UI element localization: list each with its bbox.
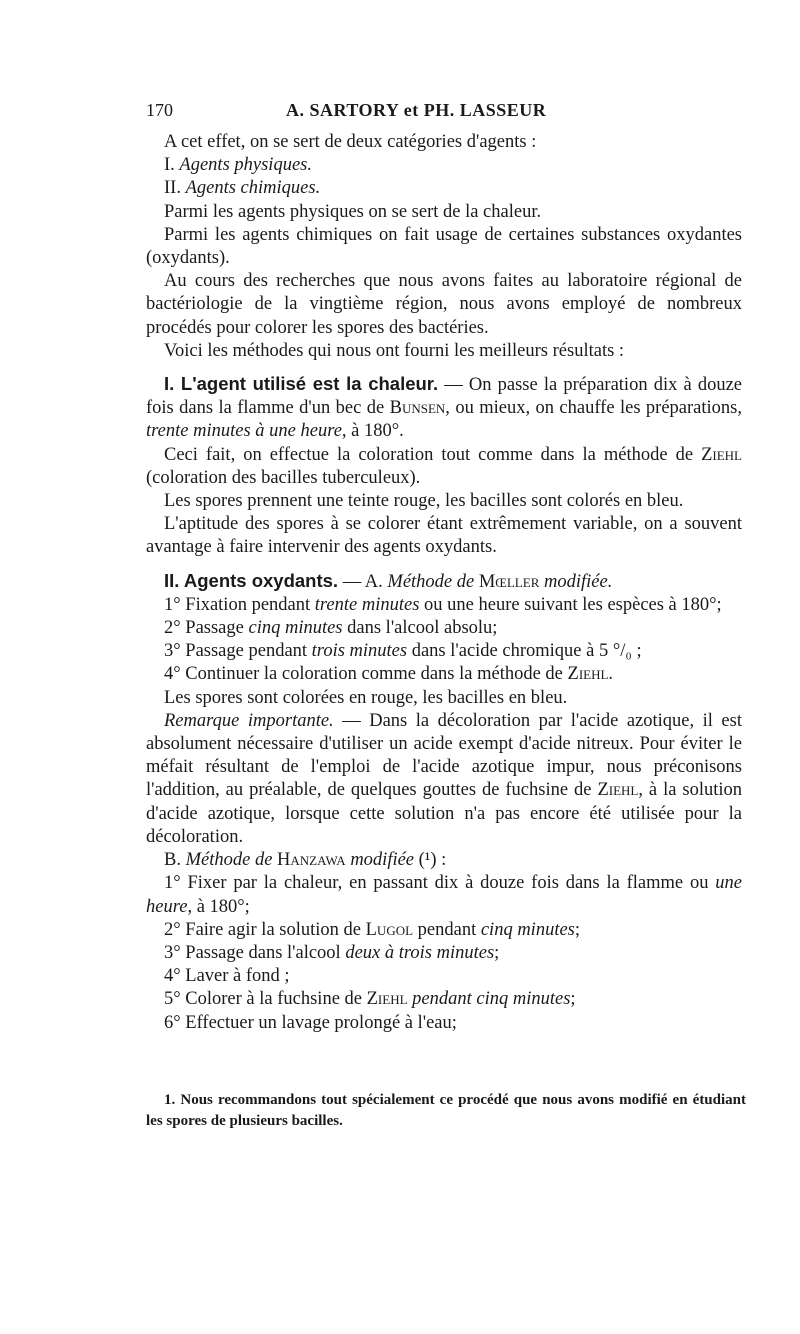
section-1-paragraph-4: L'aptitude des spores à se colorer étant extrêmement variable, on a souvent avantage à faire intervenir des agents oxydants. [146, 514, 742, 558]
section-2-heading: II. Agents oxydants. [164, 569, 339, 591]
footnote-reference: (¹) : [418, 850, 447, 871]
intro-paragraph-1: A cet effet, on se sert de deux catégories d'agents : [164, 132, 537, 152]
step-b-3: 3° Passage dans l'alcool deux à trois minutes; [164, 942, 500, 963]
step-a-1: 1° Fixation pendant trente minutes ou une heure suivant les espèces à 180°; [164, 594, 722, 615]
intro-paragraph-4: Au cours des recherches que nous avons faites au laboratoire régional de bactériologie de la vingtième région, nous avons employé de nombreux procédés pour colorer les spores des bactéries. [146, 271, 742, 338]
footnote [146, 1090, 746, 1132]
running-header [146, 100, 742, 124]
list-item-agents-chimiques: II. Agents chimiques. [164, 178, 321, 199]
step-a-3: 3° Passage pendant trois minutes dans l'acide chromique à 5 °/₀ ; [164, 641, 642, 662]
intro-paragraph-5: Voici les méthodes qui nous ont fourni les meilleurs résultats : [164, 340, 625, 361]
section-1-paragraph-2: Ceci fait, on effectue la coloration tout comme dans la méthode de Ziehl (coloration des bacilles tuberculeux). [146, 444, 742, 488]
intro-paragraph-3: Parmi les agents chimiques on fait usage de certaines substances oxydantes (oxydants). [146, 224, 742, 269]
footnote-text: 1. Nous recommandons tout spécialement ce procédé que nous avons modifié en étudiant les spores de plusieurs bacilles. [146, 1092, 746, 1129]
step-b-2: 2° Faire agir la solution de Lugol pendant cinq minutes; [164, 919, 581, 940]
running-title: A. SARTORY et PH. LASSEUR [286, 100, 547, 120]
page-number: 170 [146, 100, 173, 120]
result-line: Les spores sont colorées en rouge, les bacilles en bleu. [164, 687, 568, 708]
step-b-5: 5° Colorer à la fuchsine de Ziehl pendant cinq minutes; [164, 989, 576, 1010]
intro-paragraph-2: Parmi les agents physiques on se sert de la chaleur. [164, 201, 542, 222]
section-1-heading: I. L'agent utilisé est la chaleur. [164, 373, 439, 395]
method-b-heading: B. Méthode de Hanzawa modifiée (¹) : [164, 850, 447, 871]
section-1-paragraph-3: Les spores prennent une teinte rouge, les bacilles sont colorés en bleu. [164, 491, 684, 512]
section-2-heading-line: II. Agents oxydants. — A. Méthode de Mœller modifiée. [164, 569, 613, 592]
section-1-paragraph: I. L'agent utilisé est la chaleur. — On passe la préparation dix à douze fois dans la flamme d'un bec de Bunsen, ou mieux, on chauffe les préparations, trente minutes à une heure, à 180°. [146, 373, 742, 442]
remark-paragraph: Remarque importante. — Dans la décoloration par l'acide azotique, il est absolument nécessaire d'utiliser un acide exempt d'acide nitreux. Pour éviter le méfait résultant de l'emploi de l'acide azotique impur, nous préconisons l'addition, au préalable, de quelques gouttes de fuchsine de Ziehl, à la solution d'acide azotique, lorsque cette solution n'a pas encore été utilisée pour la décoloration. [146, 710, 743, 847]
list-item-agents-physiques: I. Agents physiques. [164, 155, 312, 176]
step-a-4: 4° Continuer la coloration comme dans la méthode de Ziehl. [164, 664, 614, 685]
step-b-6: 6° Effectuer un lavage prolongé à l'eau; [164, 1012, 457, 1033]
main-text [146, 131, 742, 1035]
step-a-2: 2° Passage cinq minutes dans l'alcool absolu; [164, 618, 498, 639]
step-b-4: 4° Laver à fond ; [164, 966, 290, 987]
step-b-1: 1° Fixer par la chaleur, en passant dix à douze fois dans la flamme ou une heure, à 180°; [146, 873, 742, 917]
